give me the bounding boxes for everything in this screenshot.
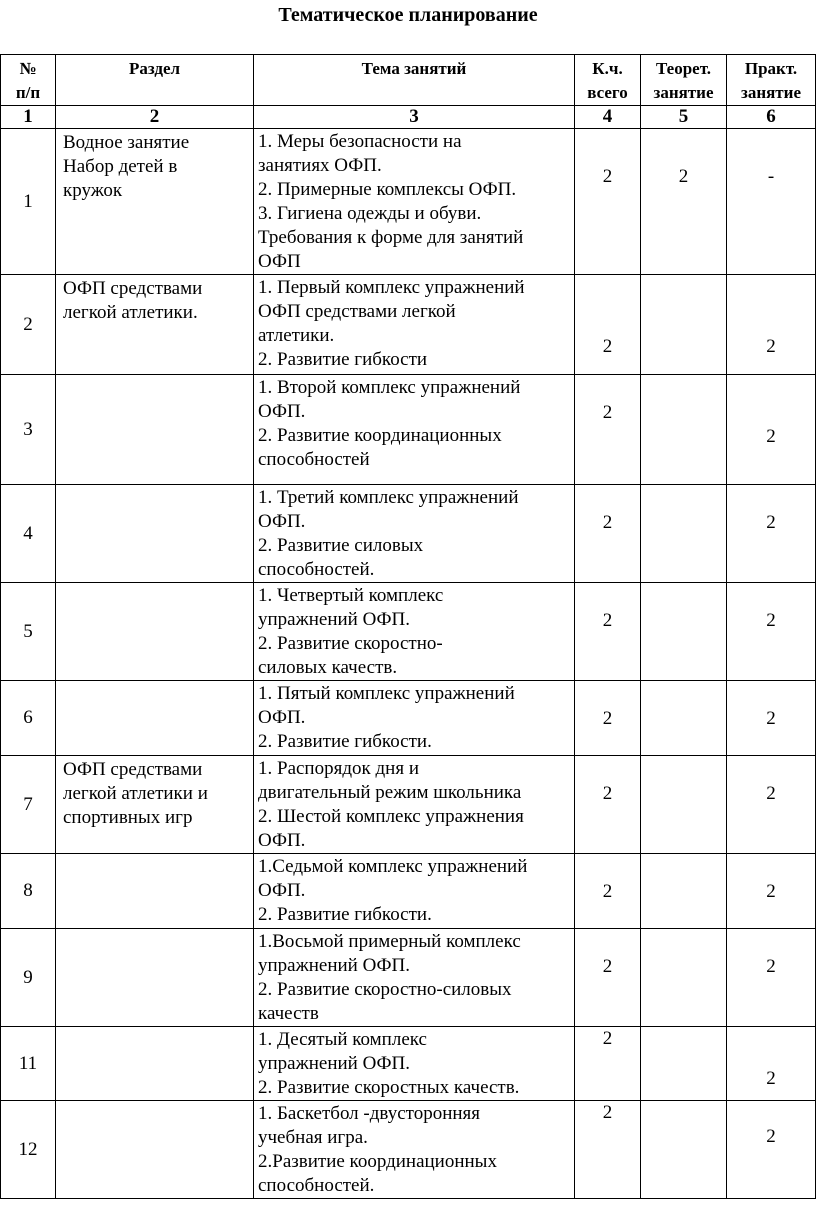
row-theory-hours	[641, 485, 727, 583]
row-topic	[254, 375, 575, 485]
row-topic	[254, 129, 575, 275]
row-number: 5	[1, 583, 56, 681]
row-number: 7	[1, 756, 56, 854]
row-topic	[254, 485, 575, 583]
topic-line: способностей.	[258, 1175, 375, 1196]
topic-line: 2. Развитие координационных	[258, 425, 502, 446]
planning-table	[0, 54, 816, 1199]
table-row	[1, 275, 816, 375]
header-num: № п/п	[1, 55, 56, 106]
row-practice-hours: 2	[727, 485, 816, 583]
row-theory-hours	[641, 929, 727, 1027]
topic-line: 1. Первый комплекс упражнений	[258, 277, 525, 298]
row-theory-hours	[641, 1027, 727, 1101]
row-practice-hours: 2	[727, 681, 816, 756]
topic-line: ОФП.	[258, 830, 306, 851]
topic-line: занятиях ОФП.	[258, 155, 382, 176]
col-number: 2	[56, 106, 254, 129]
row-practice-hours: 2	[727, 756, 816, 854]
section-line: ОФП средствами	[63, 278, 203, 299]
row-number: 3	[1, 375, 56, 485]
row-section	[56, 1101, 254, 1199]
topic-line: ОФП.	[258, 511, 306, 532]
row-total-hours: 2	[575, 583, 641, 681]
row-total-hours: 2	[575, 485, 641, 583]
row-number: 2	[1, 275, 56, 375]
topic-line: 1. Четвертый комплекс	[258, 585, 444, 606]
row-number: 11	[1, 1027, 56, 1101]
topic-line: 1. Второй комплекс упражнений	[258, 377, 521, 398]
row-practice-hours: 2	[727, 854, 816, 929]
row-section	[56, 129, 254, 275]
topic-line: 2. Развитие гибкости	[258, 349, 428, 370]
topic-line: ОФП.	[258, 401, 306, 422]
table-row	[1, 756, 816, 854]
section-line: ОФП средствами	[63, 759, 203, 780]
row-topic	[254, 1027, 575, 1101]
row-total-hours: 2	[575, 1027, 641, 1101]
row-total-hours: 2	[575, 129, 641, 275]
topic-line: 2. Шестой комплекс упражнения	[258, 806, 524, 827]
header-section: Раздел	[56, 55, 254, 106]
row-section	[56, 681, 254, 756]
row-topic	[254, 929, 575, 1027]
row-section	[56, 1027, 254, 1101]
row-practice-hours: 2	[727, 583, 816, 681]
topic-line: 3. Гигиена одежды и обуви.	[258, 203, 482, 224]
topic-line: 1. Меры безопасности на	[258, 131, 462, 152]
row-topic	[254, 583, 575, 681]
topic-line: 1.Восьмой примерный комплекс	[258, 931, 521, 952]
row-number: 12	[1, 1101, 56, 1199]
row-number: 9	[1, 929, 56, 1027]
topic-line: 2. Развитие скоростных качеств.	[258, 1077, 520, 1098]
row-number: 6	[1, 681, 56, 756]
row-total-hours: 2	[575, 1101, 641, 1199]
topic-line: способностей	[258, 449, 370, 470]
topic-line: упражнений ОФП.	[258, 609, 411, 630]
row-topic	[254, 681, 575, 756]
topic-line: 2. Развитие скоростно-силовых	[258, 979, 512, 1000]
row-total-hours: 2	[575, 681, 641, 756]
row-theory-hours	[641, 756, 727, 854]
col-number: 6	[727, 106, 816, 129]
header-row	[1, 55, 816, 106]
topic-line: ОФП средствами легкой	[258, 301, 456, 322]
row-section	[56, 854, 254, 929]
row-topic	[254, 1101, 575, 1199]
row-theory-hours	[641, 583, 727, 681]
row-topic	[254, 275, 575, 375]
topic-line: упражнений ОФП.	[258, 1053, 411, 1074]
topic-line: 1. Распорядок дня и	[258, 758, 419, 779]
topic-line: силовых качеств.	[258, 657, 398, 678]
row-total-hours: 2	[575, 375, 641, 485]
table-row	[1, 681, 816, 756]
topic-line: способностей.	[258, 559, 375, 580]
topic-line: 1. Третий комплекс упражнений	[258, 487, 519, 508]
row-section	[56, 583, 254, 681]
table-row	[1, 929, 816, 1027]
topic-line: 2. Развитие гибкости.	[258, 904, 432, 925]
row-section	[56, 375, 254, 485]
page-title: Тематическое планирование	[278, 4, 538, 26]
topic-line: 2. Развитие скоростно-	[258, 633, 443, 654]
table-row	[1, 583, 816, 681]
section-line: легкой атлетики.	[63, 302, 198, 323]
table-row	[1, 1027, 816, 1101]
row-practice-hours: -	[727, 129, 816, 275]
row-theory-hours	[641, 275, 727, 375]
table-row	[1, 1101, 816, 1199]
row-practice-hours: 2	[727, 375, 816, 485]
section-line: кружок	[63, 180, 123, 201]
topic-line: 2. Развитие силовых	[258, 535, 424, 556]
header-theory: Теорет. занятие	[641, 55, 727, 106]
topic-line: 2.Развитие координационных	[258, 1151, 497, 1172]
topic-line: атлетики.	[258, 325, 335, 346]
topic-line: 1.Седьмой комплекс упражнений	[258, 856, 528, 877]
row-number: 8	[1, 854, 56, 929]
row-total-hours: 2	[575, 275, 641, 375]
row-total-hours: 2	[575, 756, 641, 854]
topic-line: ОФП.	[258, 880, 306, 901]
section-line: легкой атлетики и	[63, 783, 208, 804]
header-total: К.ч. всего	[575, 55, 641, 106]
topic-line: 1. Десятый комплекс	[258, 1029, 427, 1050]
header-topic: Тема занятий	[254, 55, 575, 106]
section-line: Набор детей в	[63, 156, 178, 177]
topic-line: ОФП.	[258, 707, 306, 728]
row-topic	[254, 854, 575, 929]
table-row	[1, 485, 816, 583]
row-number: 1	[1, 129, 56, 275]
col-number: 5	[641, 106, 727, 129]
section-line: Водное занятие	[63, 132, 190, 153]
row-section	[56, 929, 254, 1027]
header-practice: Практ. занятие	[727, 55, 816, 106]
row-section	[56, 756, 254, 854]
table-row	[1, 854, 816, 929]
topic-line: учебная игра.	[258, 1127, 368, 1148]
topic-line: ОФП	[258, 251, 301, 272]
section-line: спортивных игр	[63, 807, 193, 828]
topic-line: 2. Примерные комплексы ОФП.	[258, 179, 517, 200]
topic-line: 2. Развитие гибкости.	[258, 731, 432, 752]
col-number: 1	[1, 106, 56, 129]
row-practice-hours: 2	[727, 929, 816, 1027]
row-section	[56, 485, 254, 583]
row-theory-hours	[641, 1101, 727, 1199]
row-total-hours: 2	[575, 929, 641, 1027]
col-number: 3	[254, 106, 575, 129]
row-theory-hours	[641, 375, 727, 485]
row-total-hours: 2	[575, 854, 641, 929]
row-theory-hours	[641, 681, 727, 756]
topic-line: 1. Баскетбол -двусторонняя	[258, 1103, 481, 1124]
row-topic	[254, 756, 575, 854]
table-row	[1, 129, 816, 275]
topic-line: качеств	[258, 1003, 319, 1024]
col-number: 4	[575, 106, 641, 129]
column-numbers-row	[1, 106, 816, 129]
row-practice-hours: 2	[727, 275, 816, 375]
topic-line: упражнений ОФП.	[258, 955, 411, 976]
topic-line: двигательный режим школьника	[258, 782, 522, 803]
row-number: 4	[1, 485, 56, 583]
table-row	[1, 375, 816, 485]
row-practice-hours: 2	[727, 1027, 816, 1101]
topic-line: Требования к форме для занятий	[258, 227, 524, 248]
row-theory-hours	[641, 854, 727, 929]
row-theory-hours: 2	[641, 129, 727, 275]
topic-line: 1. Пятый комплекс упражнений	[258, 683, 515, 704]
row-section	[56, 275, 254, 375]
row-practice-hours: 2	[727, 1101, 816, 1199]
